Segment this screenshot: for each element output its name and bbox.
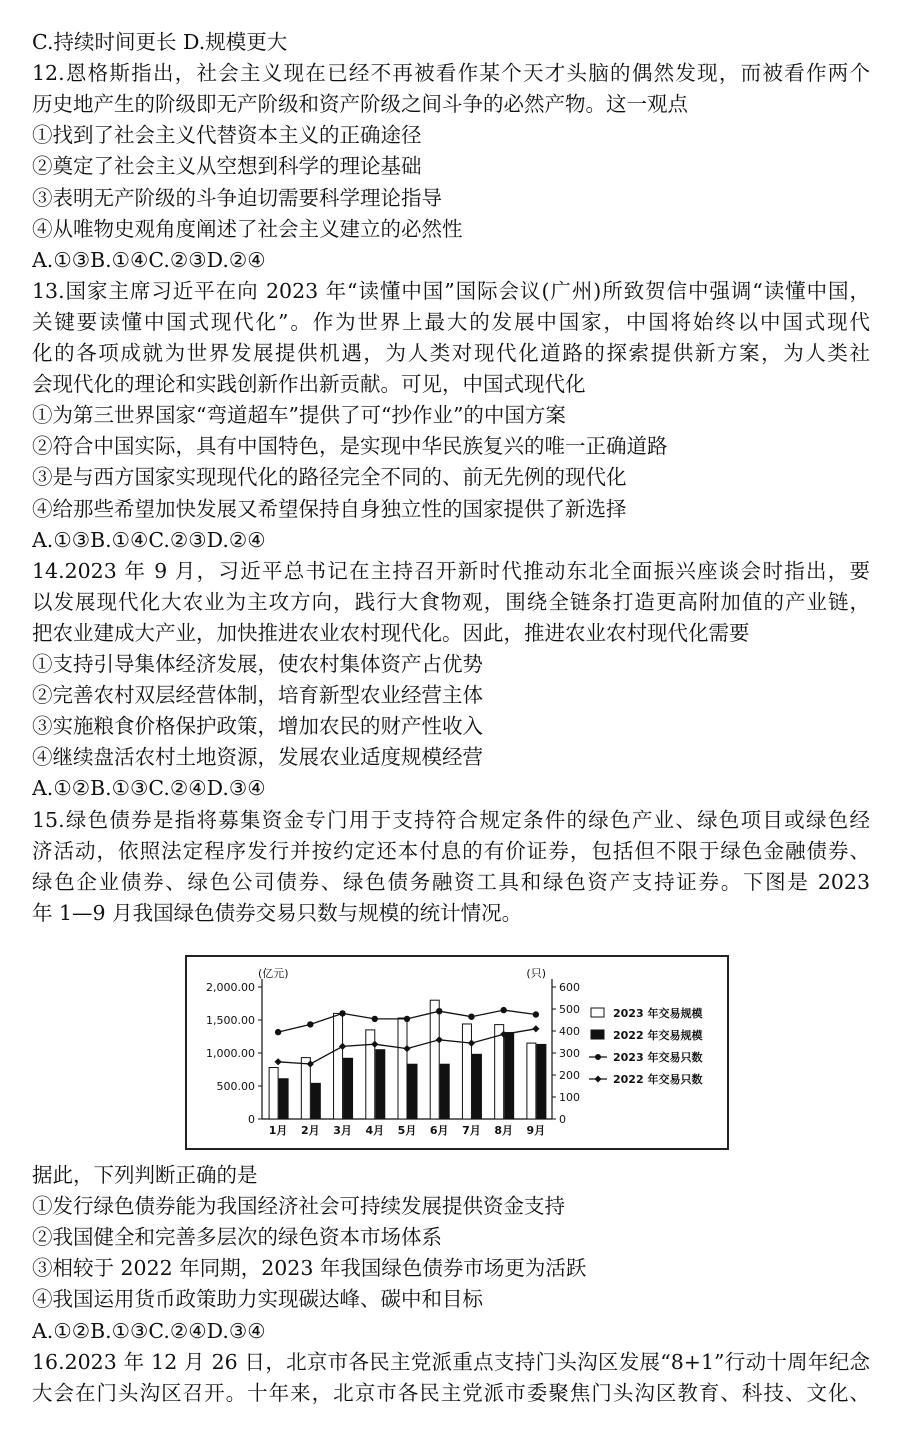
text-line: ③表明无产阶级的斗争迫切需要科学理论指导: [32, 185, 442, 210]
text-line: ②完善农村双层经营体制，培育新型农业经营主体: [32, 683, 483, 708]
text-line: 以发展现代化大农业为主攻方向，践行大食物观，围绕全链条打造更高附加值的产业链，: [32, 589, 870, 614]
bar-scale-2022: [344, 1058, 353, 1119]
text-line: 化的各项成就为世界发展提供机遇，为人类对现代化道路的探索提供新方案，为人类社: [32, 341, 870, 365]
right-tick-label: 400: [559, 1025, 580, 1038]
text-line: 历史地产生的阶级即无产阶级和资产阶级之间斗争的必然产物。这一观点: [32, 92, 688, 117]
left-tick-label: 1,000.00: [206, 1047, 255, 1060]
text-line: A.①③B.①④C.②③D.②④: [32, 247, 266, 272]
text-line: 大会在门头沟区召开。十年来，北京市各民主党派市委聚焦门头沟区教育、科技、文化、: [32, 1380, 870, 1405]
text-line: ①找到了社会主义代替资本主义的正确途径: [32, 123, 422, 148]
right-tick-label: 300: [559, 1047, 580, 1060]
right-tick-label: 100: [559, 1091, 580, 1104]
point-count-2023: [275, 1029, 281, 1035]
text-line: ③相较于 2022 年同期，2023 年我国绿色债券市场更为活跃: [32, 1256, 587, 1281]
bar-scale-2022: [408, 1064, 417, 1119]
text-line: 13.国家主席习近平在向 2023 年“读懂中国”国际会议(广州)所致贺信中强调“读懂中国，: [32, 278, 870, 303]
text-line: ④我国运用货币政策助力实现碳达峰、碳中和目标: [32, 1287, 483, 1312]
text-line: 会现代化的理论和实践创新作出新贡献。可见，中国式现代化: [32, 372, 586, 397]
text-line: ②符合中国实际，具有中国特色，是实现中华民族复兴的唯一正确道路: [32, 434, 668, 459]
text-line: 把农业建成大产业，加快推进农业农村现代化。因此，推进农业农村现代化需要: [32, 620, 750, 645]
bar-scale-2023: [398, 1018, 407, 1119]
text-line: ①发行绿色债券能为我国经济社会可持续发展提供资金支持: [32, 1194, 565, 1219]
bar-scale-2023: [462, 1024, 471, 1119]
chart-svg: [187, 957, 727, 1148]
x-tick-label: 5月: [397, 1124, 417, 1137]
point-count-2023: [372, 1016, 378, 1022]
point-count-2023: [436, 1008, 442, 1014]
left-axis-unit: (亿元): [258, 967, 289, 980]
legend-label: 2023 年交易规模: [613, 1007, 703, 1020]
text-line: 14.2023 年 9 月，习近平总书记在主持召开新时代推动东北全面振兴座谈会时指出，要: [32, 558, 870, 583]
text-line: A.①③B.①④C.②③D.②④: [32, 527, 266, 552]
legend-marker: [595, 1054, 601, 1060]
bar-scale-2023: [495, 1025, 504, 1119]
x-tick-label: 6月: [429, 1124, 449, 1137]
legend-label: 2022 年交易规模: [613, 1029, 703, 1042]
x-tick-label: 4月: [365, 1124, 385, 1137]
text-line: A.①②B.①③C.②④D.③④: [32, 776, 266, 801]
right-axis-unit: (只): [526, 967, 546, 980]
bar-scale-2022: [311, 1083, 320, 1119]
bar-scale-2022: [537, 1044, 546, 1119]
text-line: 12.恩格斯指出，社会主义现在已经不再被看作某个天才头脑的偶然发现，而被看作两个: [32, 61, 870, 86]
green-bond-chart: [185, 955, 729, 1150]
left-tick-label: 1,500.00: [206, 1014, 255, 1027]
text-line: 年 1—9 月我国绿色债券交易只数与规模的统计情况。: [32, 900, 523, 925]
point-count-2022: [532, 1025, 539, 1032]
bar-scale-2022: [376, 1050, 385, 1119]
left-tick-label: 500.00: [216, 1080, 255, 1093]
text-line: ③实施粮食价格保护政策，增加农民的财产性收入: [32, 714, 483, 739]
legend-swatch: [591, 1008, 604, 1017]
right-tick-label: 600: [559, 981, 580, 994]
text-line: ④给那些希望加快发展又希望保持自身独立性的国家提供了新选择: [32, 496, 627, 521]
text-line: ③是与西方国家实现现代化的路径完全不同的、前无先例的现代化: [32, 465, 627, 490]
text-line: A.①②B.①③C.②④D.③④: [32, 1318, 266, 1343]
right-tick-label: 200: [559, 1069, 580, 1082]
text-line: 据此，下列判断正确的是: [32, 1163, 258, 1187]
text-line: ①支持引导集体经济发展，使农村集体资产占优势: [32, 652, 483, 676]
text-line: C.持续时间更长 D.规模更大: [32, 30, 288, 54]
legend-label: 2023 年交易只数: [613, 1051, 703, 1064]
x-tick-label: 2月: [301, 1124, 320, 1137]
point-count-2023: [404, 1016, 410, 1022]
x-tick-label: 7月: [462, 1124, 481, 1137]
text-line: 15.绿色债券是指将募集资金专门用于支持符合规定条件的绿色产业、绿色项目或绿色经: [32, 807, 870, 832]
legend-marker: [595, 1076, 602, 1083]
text-line: ④继续盘活农村土地资源，发展农业适度规模经营: [32, 745, 483, 770]
left-tick-label: 2,000.00: [206, 981, 255, 994]
bar-scale-2022: [440, 1064, 449, 1119]
point-count-2023: [339, 1010, 345, 1016]
point-count-2023: [500, 1007, 506, 1013]
text-line: 济活动，依照法定程序发行并按约定还本付息的有价证券，包括但不限于绿色金融债券、: [32, 838, 870, 863]
text-line: 关键要读懂中国式现代化”。作为世界上最大的发展中国家，中国将始终以中国式现代: [32, 309, 870, 334]
point-count-2023: [307, 1021, 313, 1027]
bar-scale-2023: [527, 1043, 536, 1119]
text-line: ④从唯物史观角度阐述了社会主义建立的必然性: [32, 216, 463, 241]
legend-label: 2022 年交易只数: [613, 1073, 703, 1086]
x-tick-label: 1月: [268, 1124, 288, 1137]
text-line: 绿色企业债券、绿色公司债券、绿色债务融资工具和绿色资产支持证券。下图是 2023: [32, 869, 870, 894]
bar-scale-2022: [279, 1079, 288, 1119]
bar-scale-2022: [505, 1033, 514, 1119]
legend-swatch: [591, 1030, 604, 1039]
text-line: ①为第三世界国家“弯道超车”提供了可“抄作业”的中国方案: [32, 403, 566, 428]
x-tick-label: 9月: [526, 1124, 546, 1137]
point-count-2022: [275, 1058, 282, 1065]
x-tick-label: 8月: [494, 1124, 513, 1137]
x-tick-label: 3月: [333, 1124, 352, 1137]
point-count-2023: [468, 1014, 474, 1020]
right-tick-label: 0: [559, 1113, 566, 1126]
bar-scale-2022: [472, 1054, 481, 1119]
text-line: ②我国健全和完善多层次的绿色资本市场体系: [32, 1225, 442, 1250]
text-line: ②奠定了社会主义从空想到科学的理论基础: [32, 154, 422, 179]
bar-scale-2023: [334, 1013, 343, 1119]
bar-scale-2023: [269, 1068, 278, 1119]
bar-scale-2023: [301, 1058, 310, 1119]
right-tick-label: 500: [559, 1003, 580, 1016]
bar-scale-2023: [430, 1000, 439, 1119]
point-count-2023: [533, 1011, 539, 1017]
left-tick-label: 0: [248, 1113, 255, 1126]
text-line: 16.2023 年 12 月 26 日，北京市各民主党派重点支持门头沟区发展“8+1”行动十周年纪念: [32, 1349, 870, 1374]
